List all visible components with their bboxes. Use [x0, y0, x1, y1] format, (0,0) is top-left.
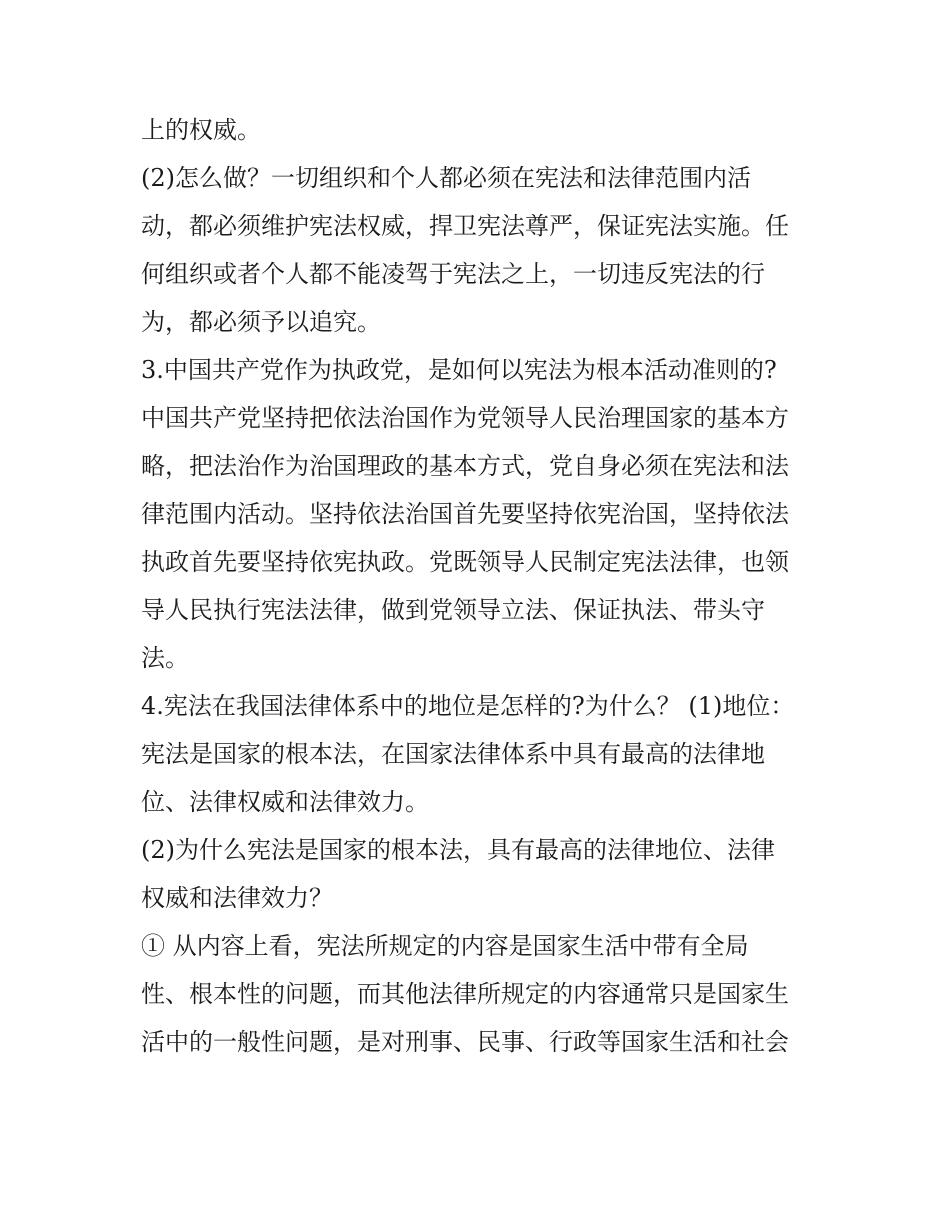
text-line: 性、根本性的问题，而其他法律所规定的内容通常只是国家生 [141, 980, 789, 1008]
text-line: 法。 [141, 644, 189, 672]
text-line: 何组织或者个人都不能凌驾于宪法之上，一切违反宪法的行 [141, 260, 765, 288]
text-line: 为，都必须予以追究。 [141, 308, 381, 336]
question-heading: 3.中国共产党作为执政党，是如何以宪法为根本活动准则的? [141, 356, 777, 384]
document-body [141, 106, 821, 1066]
text-line: (2)怎么做？一切组织和个人都必须在宪法和法律范围内活 [141, 164, 751, 192]
text-line: 执政首先要坚持依宪执政。党既领导人民制定宪法法律，也领 [141, 548, 789, 576]
text-line: ① 从内容上看，宪法所规定的内容是国家生活中带有全局 [141, 932, 749, 960]
text-line: 位、法律权威和法律效力。 [141, 788, 429, 816]
text-line: 略，把法治作为治国理政的基本方式，党自身必须在宪法和法 [141, 452, 789, 480]
text-line: 导人民执行宪法法律，做到党领导立法、保证执法、带头守 [141, 596, 765, 624]
text-line: 动，都必须维护宪法权威，捍卫宪法尊严，保证宪法实施。任 [141, 212, 789, 240]
text-line: 活中的一般性问题，是对刑事、民事、行政等国家生活和社会 [141, 1028, 789, 1056]
question-heading: 4.宪法在我国法律体系中的地位是怎样的?为什么？ (1)地位： [141, 692, 795, 720]
text-line: (2)为什么宪法是国家的根本法，具有最高的法律地位、法律 [141, 836, 775, 864]
text-line: 宪法是国家的根本法，在国家法律体系中具有最高的法律地 [141, 740, 765, 768]
text-line: 上的权威。 [141, 116, 261, 144]
text-line: 律范围内活动。坚持依法治国首先要坚持依宪治国，坚持依法 [141, 500, 789, 528]
text-line: 中国共产党坚持把依法治国作为党领导人民治理国家的基本方 [141, 404, 789, 432]
text-line: 权威和法律效力？ [141, 884, 333, 912]
